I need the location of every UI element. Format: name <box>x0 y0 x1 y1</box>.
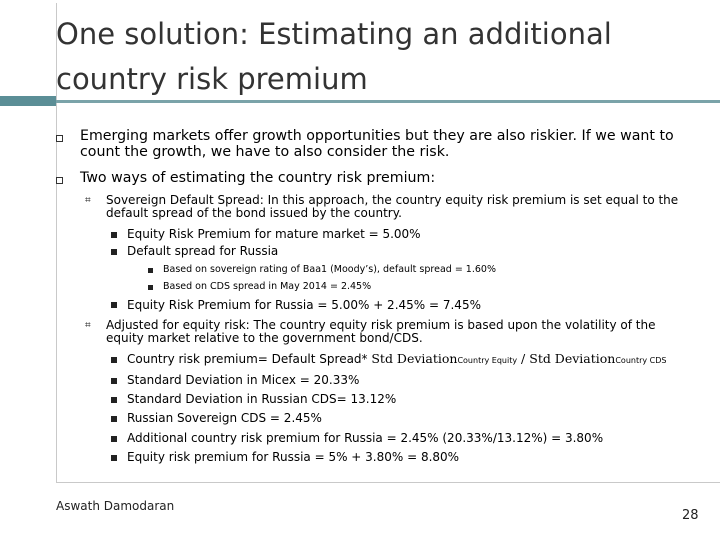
footer-author: Aswath Damodaran <box>56 499 175 513</box>
item-sovereign-rating: Based on sovereign rating of Baa1 (Moody’s), default spread = 1.60% <box>163 264 496 275</box>
page-number: 28 <box>682 508 699 523</box>
item-crp-formula <box>127 351 687 369</box>
formula-std-equity: Std Deviation <box>371 351 458 366</box>
bullet-filled-square-icon <box>111 436 117 442</box>
slide-title: One solution: Estimating an additional country risk premium <box>56 17 612 96</box>
bullet-emerging-markets: Emerging markets offer growth opportunities but they are also riskier. If we want to count the growth, we have to also consider the risk. <box>80 128 674 160</box>
bullet-filled-square-icon <box>111 378 117 384</box>
item-sovereign-cds: Russian Sovereign CDS = 2.45% <box>127 411 322 425</box>
frame-bottom-line <box>56 482 720 483</box>
bullet-filled-square-icon <box>148 285 153 290</box>
sub-bullet-adjusted-equity-risk: Adjusted for equity risk: The country equity risk premium is based upon the volatility of the equity market relative to the government bond/CDS. <box>106 318 656 345</box>
formula-sub-cds: Country CDS <box>615 356 667 365</box>
formula-sub-equity: Country Equity <box>457 356 518 365</box>
bullet-filled-square-icon <box>111 357 117 363</box>
bullet-filled-square-icon <box>111 397 117 403</box>
item-cds-spread: Based on CDS spread in May 2014 = 2.45% <box>163 281 372 292</box>
item-erp-total: Equity risk premium for Russia = 5% + 3.80% = 8.80% <box>127 450 460 464</box>
formula-slash: / <box>517 351 530 366</box>
formula-std-cds: Std Deviation <box>529 351 616 366</box>
item-default-spread-russia: Default spread for Russia <box>127 244 279 258</box>
bullet-hash-icon: ⌗ <box>85 320 91 331</box>
bullet-filled-square-icon <box>111 416 117 422</box>
item-erp-russia: Equity Risk Premium for Russia = 5.00% + 2.45% = 7.45% <box>127 298 481 312</box>
bullet-square-icon <box>56 177 63 184</box>
formula-prefix: Country risk premium= Default Spread* <box>127 352 372 366</box>
bullet-filled-square-icon <box>148 268 153 273</box>
bullet-two-ways: Two ways of estimating the country risk premium: <box>80 170 436 186</box>
bullet-hash-icon: ⌗ <box>85 195 91 206</box>
item-std-micex: Standard Deviation in Micex = 20.33% <box>127 373 360 387</box>
bullet-filled-square-icon <box>111 232 117 238</box>
bullet-square-icon <box>56 135 63 142</box>
sub-bullet-sovereign-default-spread: Sovereign Default Spread: In this approach, the country equity risk premium is set equal to the default spread of the bond issued by the country. <box>106 193 679 220</box>
title-accent-block <box>0 96 56 106</box>
bullet-filled-square-icon <box>111 455 117 461</box>
item-erp-mature: Equity Risk Premium for mature market = 5.00% <box>127 227 421 241</box>
item-std-cds: Standard Deviation in Russian CDS= 13.12% <box>127 392 397 406</box>
bullet-filled-square-icon <box>111 302 117 308</box>
title-rule <box>56 100 720 103</box>
item-additional-crp: Additional country risk premium for Russia = 2.45% (20.33%/13.12%) = 3.80% <box>127 431 604 445</box>
bullet-filled-square-icon <box>111 249 117 255</box>
